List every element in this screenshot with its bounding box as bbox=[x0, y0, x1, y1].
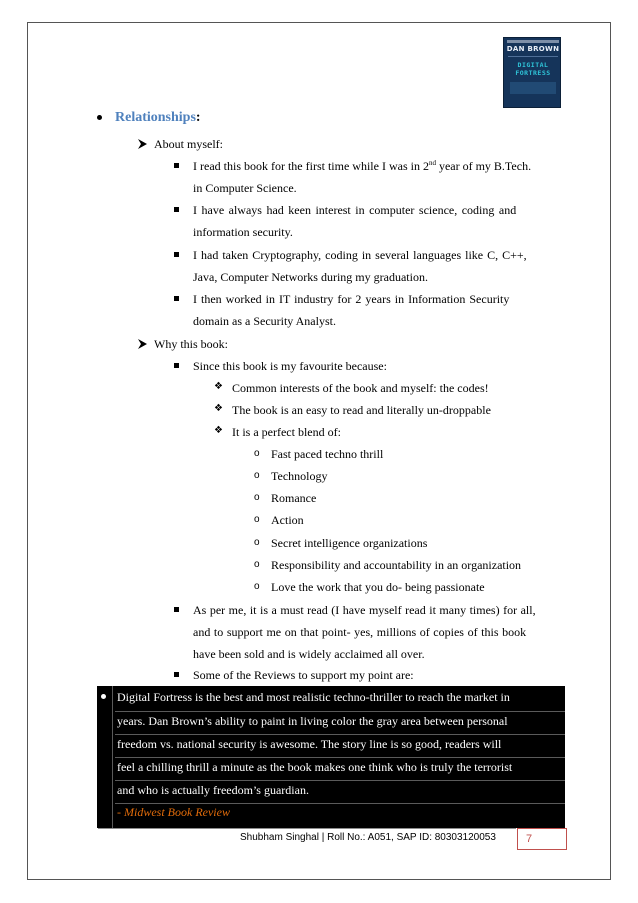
review-line-1: Digital Fortress is the best and most realistic techno-thriller to reach the market in bbox=[117, 690, 510, 704]
heading-text: Relationships bbox=[115, 110, 196, 125]
square-bullet-icon bbox=[174, 607, 179, 612]
why-favourite: Since this book is my favourite because: bbox=[193, 359, 387, 373]
review-row-divider bbox=[115, 711, 565, 712]
about-item-1-text: I read this book for the first time while I was in 2 bbox=[193, 159, 429, 173]
about-item-1-line2: in Computer Science. bbox=[193, 181, 297, 195]
review-line-4: feel a chilling thrill a minute as the book makes one think who is truly the terrorist bbox=[117, 760, 513, 774]
circle-bullet-icon: o bbox=[254, 470, 260, 481]
page-number-box bbox=[517, 828, 567, 850]
diamond-bullet-icon: ❖ bbox=[214, 403, 223, 414]
heading-bullet-icon bbox=[97, 115, 102, 120]
cover-title-line2: FORTRESS bbox=[515, 69, 551, 77]
review-source: - Midwest Book Review bbox=[117, 805, 230, 819]
circle-bullet-icon: o bbox=[254, 492, 260, 503]
review-line-5: and who is actually freedom’s guardian. bbox=[117, 783, 309, 797]
blend-item-4: Action bbox=[271, 513, 304, 527]
square-bullet-icon bbox=[174, 672, 179, 677]
reason-1: Common interests of the book and myself: the codes! bbox=[232, 381, 489, 395]
reason-3: It is a perfect blend of: bbox=[232, 425, 341, 439]
review-bullet-icon bbox=[101, 694, 106, 699]
circle-bullet-icon: o bbox=[254, 581, 260, 592]
blend-item-7: Love the work that you do- being passionate bbox=[271, 580, 485, 594]
page-number: 7 bbox=[526, 833, 533, 845]
book-cover-image bbox=[503, 37, 561, 108]
blend-item-6: Responsibility and accountability in an organization bbox=[271, 558, 522, 572]
cover-artwork bbox=[510, 82, 556, 94]
about-item-1-text-end: year of my B.Tech. bbox=[435, 159, 532, 173]
arrow-bullet-icon bbox=[138, 339, 147, 349]
square-bullet-icon bbox=[174, 163, 179, 168]
diamond-bullet-icon: ❖ bbox=[214, 381, 223, 392]
square-bullet-icon bbox=[174, 207, 179, 212]
review-line-2: years. Dan Brown’s ability to paint in living color the gray area between personal bbox=[117, 714, 508, 728]
about-item-1-line1 bbox=[193, 159, 531, 173]
review-column-divider bbox=[112, 686, 113, 828]
blend-item-5: Secret intelligence organizations bbox=[271, 536, 428, 550]
circle-bullet-icon: o bbox=[254, 448, 260, 459]
about-item-2-line2: information security. bbox=[193, 225, 293, 239]
reviews-intro: Some of the Reviews to support my point are: bbox=[193, 668, 414, 682]
blend-item-1: Fast paced techno thrill bbox=[271, 447, 384, 461]
square-bullet-icon bbox=[174, 296, 179, 301]
why-label: Why this book: bbox=[154, 337, 228, 351]
square-bullet-icon bbox=[174, 363, 179, 368]
review-line-3: freedom vs. national security is awesome. The story line is so good, readers will bbox=[117, 737, 502, 751]
cover-title-line1: DIGITAL bbox=[517, 61, 549, 69]
cover-title bbox=[504, 61, 561, 77]
diamond-bullet-icon: ❖ bbox=[214, 425, 223, 436]
about-item-2-line1: I have always had keen interest in computer science, coding and bbox=[193, 203, 517, 217]
footer-rule bbox=[98, 828, 516, 829]
cover-author: DAN BROWN bbox=[506, 45, 560, 53]
must-read-line2: and to support me on that point- yes, millions of copies of this book bbox=[193, 625, 527, 639]
circle-bullet-icon: o bbox=[254, 559, 260, 570]
review-row-divider bbox=[115, 757, 565, 758]
cover-rule bbox=[508, 56, 558, 57]
circle-bullet-icon: o bbox=[254, 537, 260, 548]
review-row-divider bbox=[115, 734, 565, 735]
arrow-bullet-icon bbox=[138, 139, 147, 149]
must-read-line3: have been sold and is widely acclaimed all over. bbox=[193, 647, 425, 661]
must-read-line1: As per me, it is a must read (I have myself read it many times) for all, bbox=[193, 603, 536, 617]
footer-text: Shubham Singhal | Roll No.: A051, SAP ID: 80303120053 bbox=[240, 832, 496, 843]
section-heading bbox=[115, 110, 201, 126]
review-row-divider bbox=[115, 803, 565, 804]
about-item-3-line2: Java, Computer Networks during my graduation. bbox=[193, 270, 428, 284]
about-item-3-line1: I had taken Cryptography, coding in several languages like C, C++, bbox=[193, 248, 527, 262]
about-item-4-line1: I then worked in IT industry for 2 years in Information Security bbox=[193, 292, 510, 306]
about-label: About myself: bbox=[154, 137, 223, 151]
heading-colon: : bbox=[195, 110, 201, 125]
blend-item-3: Romance bbox=[271, 491, 317, 505]
review-row-divider bbox=[115, 780, 565, 781]
reason-2: The book is an easy to read and literally un-droppable bbox=[232, 403, 491, 417]
cover-header-strip bbox=[507, 40, 559, 43]
blend-item-2: Technology bbox=[271, 469, 328, 483]
about-item-4-line2: domain as a Security Analyst. bbox=[193, 314, 336, 328]
square-bullet-icon bbox=[174, 252, 179, 257]
circle-bullet-icon: o bbox=[254, 514, 260, 525]
about-item-1-sup: nd bbox=[428, 159, 436, 167]
